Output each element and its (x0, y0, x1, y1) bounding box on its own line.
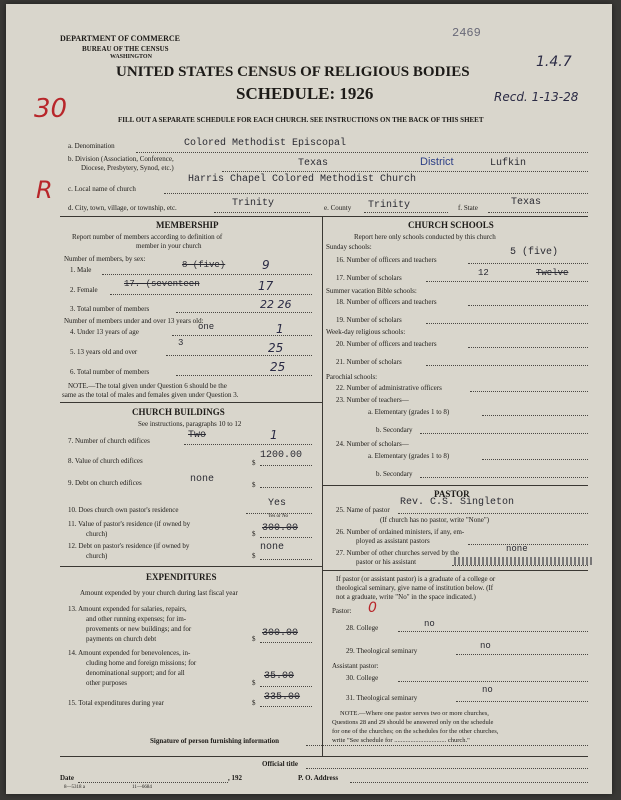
state-label: f. State (458, 204, 478, 212)
q7-label: 7. Number of church edifices (68, 437, 150, 445)
summer-label: Summer vacation Bible schools: (326, 287, 417, 295)
q30-label: 30. College (346, 674, 379, 682)
q13-typed: 300.00 (262, 628, 299, 639)
graduate-note-1: If pastor (or assistant pastor) is a graduate of a college or (336, 575, 496, 583)
division-value: Texas (298, 158, 329, 169)
q10-sub: Yes or No (268, 514, 289, 519)
q23-label: 23. Number of teachers— (336, 396, 409, 404)
q7-handwritten: 1 (270, 428, 278, 442)
expenditures-intro: Amount expended by your church during last fiscal year (80, 589, 238, 597)
q7-typed: Two (188, 430, 207, 441)
q12-typed: none (260, 542, 285, 553)
q29-typed: no (480, 641, 491, 651)
local-name-value: Harris Chapel Colored Methodist Church (188, 174, 417, 185)
q16-label: 16. Number of officers and teachers (336, 256, 437, 264)
q31-label: 31. Theological seminary (346, 694, 418, 702)
official-title-label: Official title (262, 760, 298, 768)
q1-label: 1. Male (70, 266, 92, 274)
q10-typed: Yes (268, 498, 287, 509)
graduate-note-2: theological seminary, give name of institution below. (If (336, 584, 494, 592)
bureau-name: BUREAU OF THE CENSUS (82, 45, 169, 53)
membership-intro-1: Report number of members according to definition of (72, 233, 223, 241)
q20-label: 20. Number of officers and teachers (336, 340, 437, 348)
q17-typed-word: Twelve (536, 268, 569, 278)
schools-title: CHURCH SCHOOLS (408, 220, 494, 230)
form-code-2: 11—6684 (132, 785, 152, 790)
q15-label: 15. Total expenditures during year (68, 699, 164, 707)
membership-intro-2: member in your church (136, 242, 202, 250)
q26-label-2: ployed as assistant pastors (356, 537, 430, 545)
district-value: Lufkin (490, 158, 527, 169)
denomination-label: a. Denomination (68, 142, 115, 150)
q4-label: 4. Under 13 years of age (70, 328, 139, 336)
q10-label: 10. Does church own pastor's residence (68, 506, 179, 514)
pastor-note-2: Questions 28 and 29 should be answered only on the schedule (332, 719, 494, 726)
q12-label-2: church) (86, 552, 108, 560)
sunday-label: Sunday schools: (326, 243, 372, 251)
expenditures-title: EXPENDITURES (146, 572, 217, 582)
q4-handwritten: 1 (276, 322, 284, 336)
date-label: Date (60, 774, 74, 782)
pastor-handwritten: 0 (368, 600, 377, 616)
pastor-note-3: for one of the churches; on the schedules for the other churches, (332, 728, 499, 735)
city-value: Trinity (232, 198, 275, 209)
division-label-2: Diocese, Presbytery, Synod, etc.) (81, 164, 174, 172)
form-code-1: 8—5318 a (64, 785, 85, 790)
q3-label: 3. Total number of members (70, 305, 150, 313)
assistant-label: Assistant pastor: (332, 662, 379, 670)
q14-label-1: 14. Amount expended for benevolences, in- (68, 649, 191, 657)
po-address-label: P. O. Address (298, 774, 339, 782)
pastor-note-4: write "See schedule for ................................ church." (332, 737, 470, 744)
annotation-r: R (36, 176, 53, 204)
q22-label: 22. Number of administrative officers (336, 384, 442, 392)
q2-handwritten: 17 (258, 279, 274, 293)
q6-label: 6. Total number of members (70, 368, 150, 376)
q27-label-2: pastor or his assistant (356, 558, 417, 566)
q14-label-2: cluding home and foreign missions; for (86, 659, 197, 667)
pastor-label: Pastor: (332, 607, 352, 615)
by-sex-label: Number of members, by sex: (64, 255, 146, 263)
q24b-label: b. Secondary (376, 470, 413, 478)
q2-typed: 17. (seventeen (124, 279, 200, 289)
parochial-label: Parochial schools: (326, 373, 378, 381)
q11-label-2: church) (86, 530, 108, 538)
district-label: District (420, 156, 454, 168)
q24a-label: a. Elementary (grades 1 to 8) (368, 452, 450, 460)
q13-label-1: 13. Amount expended for salaries, repairs, (68, 605, 187, 613)
q4-typed: one (198, 322, 215, 332)
weekday-label: Week-day religious schools: (326, 328, 406, 336)
signature-label: Signature of person furnishing information (150, 737, 279, 745)
form-title: UNITED STATES CENSUS OF RELIGIOUS BODIES (116, 64, 470, 80)
local-name-label: c. Local name of church (68, 185, 136, 193)
annotation-30: 30 (34, 94, 68, 124)
buildings-title: CHURCH BUILDINGS (132, 407, 225, 417)
q1-typed: 8 (five) (182, 260, 226, 270)
membership-note-2: same as the total of males and females given under Question 3. (62, 391, 239, 399)
q9-label: 9. Debt on church edifices (68, 479, 142, 487)
q5-label: 5. 13 years old and over (70, 348, 138, 356)
q17-typed: 12 (478, 268, 489, 278)
q24-label: 24. Number of scholars— (336, 440, 409, 448)
census-schedule-sheet: DEPARTMENT OF COMMERCE BUREAU OF THE CENSUS WASHINGTON 2469 1.4.7 UNITED STATES CENSUS OF RELIGIOUS BODIES SCHEDULE: 1926 Recd. 1-13-28 30 FILL OUT A SEPARATE SCHEDULE FOR EACH CHURCH. SEE INSTRUCTIONS ON THE BACK OF THIS SHEET a. Denomination Colored Methodist Episcopal b. Division (Association, Conference, Diocese, Presbytery, Synod, etc.) Texas District Lufkin R c. Local name of church Harris Chapel Colored Methodist Church d. City, town, village, or township, etc. Trinity e. County Trinity f. State Texas MEMBERSHIP Report number of members according to definition of member in your church Number of members, by sex: 1. Male 8 (five) 9 2. Female 17. (seventeen 17 3. Total number of members 22 26 Number of members under and over 13 years old: 4. Under 13 years of age one 1 5. 13 years old and over 3 25 6. Total number of members 25 NOTE.—The total given under Question 6 should be the same as the total of males and females given under Question 3. CHURCH BUILDINGS See instructions, paragraphs 10 to 12 7. Number of church edifices Two 1 8. Value of church edifices $ 1200.00 9. Debt on church edifices $ none 10. Does church own pastor's residence Yes Yes or No 11. Value of pastor's residence (if owned by church) $ 300.00 12. Debt on pastor's residence (if owned by church) $ none EXPENDITURES Amount expended by your church during last fiscal year 13. Amount expended for salaries, repairs, and other running expenses; for im- provements or new buildings; and for payments on church debt $ 300.00 14. Amount expended for benevolences, in- cluding home and foreign missions; for denominational support; and for all other purposes $ 35.00 15. Total expenditures during year $ 335.00 CHURCH SCHOOLS Report here only schools conducted by this church Sunday schools: 16. Number of officers and teachers 5 (five) 17. Number of scholars 12 Twelve Summer vacation Bible schools: 18. Number of officers and teachers 19. Number of scholars Week-day religious schools: 20. Number of officers and teachers 21. Number of scholars Parochial schools: 22. Number of administrative officers 23. Number of teachers— a. Elementary (grades 1 to 8) b. Secondary 24. Number of scholars— a. Elementary (grades 1 to 8) b. Secondary PASTOR 25. Name of pastor Rev. C.S. Singleton (If church has no pastor, write "None") 26. Number of ordained ministers, if any, em- ployed as assistant pastors 27. Number of other churches served by the pastor or his assistant none If pastor (or assistant pastor) is a graduate of a college or theological seminary, give name of institution below. (If not a graduate, write "No" in the space indicated.) Pastor: 0 28. College no 29. Theological seminary no Assistant pastor: 30. College 31. Theological seminary no NOTE.—Where one pastor serves two or more churches, Questions 28 and 29 should be answered only on the schedule for one of the churches; on the schedules for the other churches, write "See schedule for ................................ church." Signature of person furnishing information Official title Date , 192 P. O. Address 8—5318 a 11—6684 (6, 4, 612, 794)
q11-typed: 300.00 (262, 523, 299, 534)
q15-typed: 335.00 (264, 692, 301, 703)
q19-label: 19. Number of scholars (336, 316, 402, 324)
instruction-line: FILL OUT A SEPARATE SCHEDULE FOR EACH CHURCH. SEE INSTRUCTIONS ON THE BACK OF THIS SHEET (118, 116, 484, 124)
membership-title: MEMBERSHIP (156, 220, 219, 230)
q8-typed: 1200.00 (260, 450, 303, 461)
q11-label: 11. Value of pastor's residence (if owned by (68, 520, 191, 528)
department-name: DEPARTMENT OF COMMERCE (60, 34, 181, 43)
state-value: Texas (511, 197, 542, 208)
q28-label: 28. College (346, 624, 379, 632)
annotation-number: 1.4.7 (536, 54, 572, 70)
q29-label: 29. Theological seminary (346, 647, 418, 655)
q23b-label: b. Secondary (376, 426, 413, 434)
graduate-note-3: not a graduate, write "No" in the space indicated.) (336, 593, 476, 601)
city-label: d. City, town, village, or township, etc. (68, 204, 177, 212)
schedule-title: SCHEDULE: 1926 (236, 84, 374, 103)
q6-handwritten: 25 (270, 360, 286, 374)
q2-label: 2. Female (70, 286, 98, 294)
q23a-label: a. Elementary (grades 1 to 8) (368, 408, 450, 416)
q27-label-1: 27. Number of other churches served by the (336, 549, 459, 557)
county-value: Trinity (368, 200, 411, 211)
q26-label-1: 26. Number of ordained ministers, if any, em- (336, 528, 465, 536)
schools-intro: Report here only schools conducted by this church (354, 233, 496, 241)
q8-label: 8. Value of church edifices (68, 457, 143, 465)
q5-typed: 3 (178, 338, 184, 348)
q31-typed: no (482, 685, 493, 695)
denomination-value: Colored Methodist Episcopal (184, 138, 347, 149)
q17-label: 17. Number of scholars (336, 274, 402, 282)
division-label: b. Division (Association, Conference, (68, 155, 174, 163)
membership-note-1: NOTE.—The total given under Question 6 should be the (68, 382, 227, 390)
q9-typed: none (190, 474, 215, 485)
q13-label-2: and other running expenses; for im- (86, 615, 187, 623)
strikeout-marks (454, 557, 594, 565)
buildings-intro: See instructions, paragraphs 10 to 12 (138, 420, 242, 428)
q27-typed: none (506, 544, 528, 554)
q21-label: 21. Number of scholars (336, 358, 402, 366)
q25-label: 25. Name of pastor (336, 506, 390, 514)
date-year: , 192 (228, 774, 242, 782)
q1-handwritten: 9 (262, 258, 270, 272)
q18-label: 18. Number of officers and teachers (336, 298, 437, 306)
stamp-number: 2469 (452, 26, 481, 40)
q12-label: 12. Debt on pastor's residence (if owned by (68, 542, 190, 550)
q13-label-3: provements or new buildings; and for (86, 625, 192, 633)
q14-label-3: denominational support; and for all (86, 669, 185, 677)
q3-handwritten: 22 26 (260, 298, 292, 311)
q14-typed: 35.00 (264, 671, 295, 682)
q14-label-4: other purposes (86, 679, 128, 687)
pastor-note-1: NOTE.—Where one pastor serves two or more churches, (340, 710, 489, 717)
pastor-title: PASTOR (434, 489, 470, 499)
city-name: WASHINGTON (110, 54, 152, 60)
by-age-label: Number of members under and over 13 years old: (64, 317, 204, 325)
q25-sub: (If church has no pastor, write "None") (380, 516, 490, 524)
q28-typed: no (424, 619, 435, 629)
county-label: e. County (324, 204, 352, 212)
q5-handwritten: 25 (268, 341, 284, 355)
q16-typed: 5 (five) (510, 247, 559, 258)
q25-typed: Rev. C.S. Singleton (400, 497, 515, 508)
q13-label-4: payments on church debt (86, 635, 157, 643)
annotation-received: Recd. 1-13-28 (494, 90, 579, 104)
